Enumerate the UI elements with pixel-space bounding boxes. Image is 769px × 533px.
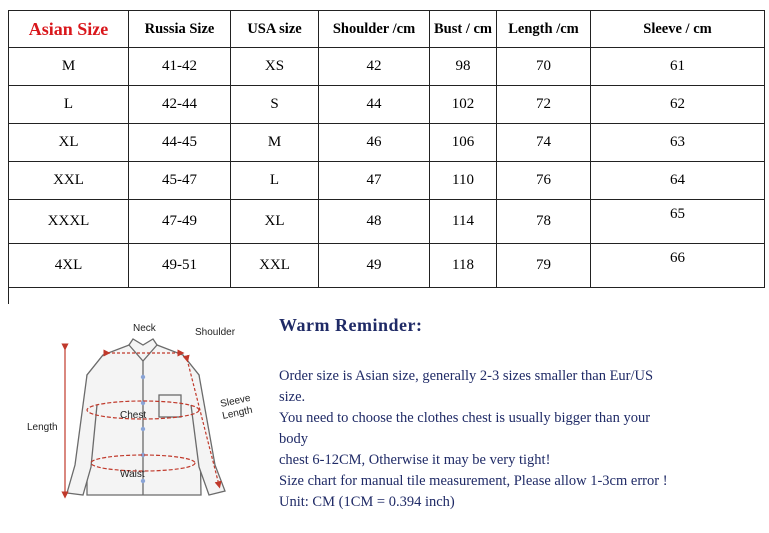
cell-asian-size: 4XL (9, 244, 129, 288)
reminder-line: You need to choose the clothes chest is usually bigger than your (279, 410, 651, 426)
shirt-icon (25, 315, 265, 520)
table-row (9, 124, 765, 162)
cell-russia-size: 45-47 (129, 162, 231, 200)
cell-bust: 118 (430, 244, 497, 288)
cell-length: 70 (497, 48, 591, 86)
cell-asian-size: XL (9, 124, 129, 162)
cell-shoulder: 48 (319, 200, 430, 244)
cell-sleeve: 64 (591, 162, 765, 200)
table-row (9, 200, 765, 244)
cell-sleeve: 66 (591, 244, 765, 288)
cell-length: 72 (497, 86, 591, 124)
cell-length: 76 (497, 162, 591, 200)
cell-usa-size: M (231, 124, 319, 162)
reminder-line: body (279, 431, 308, 447)
cell-shoulder: 44 (319, 86, 430, 124)
header-shoulder: Shoulder /cm (319, 11, 430, 48)
chest-label: Chest (120, 410, 147, 421)
table-row (9, 162, 765, 200)
reminder-line: chest 6-12CM, Otherwise it may be very tight! (279, 452, 551, 468)
reminder-title: Warm Reminder: (279, 315, 423, 335)
cell-sleeve: 62 (591, 86, 765, 124)
header-usa-size: USA size (231, 11, 319, 48)
cell-usa-size: XL (231, 200, 319, 244)
shoulder-label: Shoulder (195, 327, 236, 338)
table-row (9, 86, 765, 124)
cell-sleeve: 63 (591, 124, 765, 162)
cell-shoulder: 46 (319, 124, 430, 162)
cell-asian-size: XXL (9, 162, 129, 200)
waist-label: Waist (120, 469, 145, 480)
header-bust: Bust / cm (430, 11, 497, 48)
cell-length: 79 (497, 244, 591, 288)
cell-asian-size: XXXL (9, 200, 129, 244)
table-header-row (9, 11, 765, 48)
cell-russia-size: 49-51 (129, 244, 231, 288)
cell-russia-size: 47-49 (129, 200, 231, 244)
cell-sleeve: 61 (591, 48, 765, 86)
cell-russia-size: 41-42 (129, 48, 231, 86)
table-row (9, 48, 765, 86)
sleeve-label-line2: Length (221, 404, 254, 422)
cell-length: 74 (497, 124, 591, 162)
table-border-tail (8, 284, 9, 304)
cell-shoulder: 47 (319, 162, 430, 200)
header-russia-size: Russia Size (129, 11, 231, 48)
size-chart-table (8, 10, 765, 288)
header-asian-size: Asian Size (9, 11, 129, 48)
cell-russia-size: 42-44 (129, 86, 231, 124)
cell-usa-size: XXL (231, 244, 319, 288)
neck-label: Neck (133, 323, 156, 334)
table-row (9, 244, 765, 288)
shirt-measurement-diagram (25, 315, 265, 520)
cell-length: 78 (497, 200, 591, 244)
header-sleeve: Sleeve / cm (591, 11, 765, 48)
cell-usa-size: S (231, 86, 319, 124)
cell-bust: 110 (430, 162, 497, 200)
warm-reminder (279, 315, 729, 513)
reminder-line: Order size is Asian size, generally 2-3 sizes smaller than Eur/US (279, 368, 654, 384)
cell-shoulder: 49 (319, 244, 430, 288)
header-length: Length /cm (497, 11, 591, 48)
cell-asian-size: L (9, 86, 129, 124)
cell-usa-size: XS (231, 48, 319, 86)
cell-asian-size: M (9, 48, 129, 86)
reminder-line: size. (279, 389, 306, 405)
cell-russia-size: 44-45 (129, 124, 231, 162)
cell-usa-size: L (231, 162, 319, 200)
cell-shoulder: 42 (319, 48, 430, 86)
reminder-line: Size chart for manual tile measurement, Please allow 1-3cm error ! (279, 473, 668, 489)
reminder-line: Unit: CM (1CM = 0.394 inch) (279, 494, 455, 510)
cell-bust: 114 (430, 200, 497, 244)
length-label: Length (27, 422, 58, 433)
cell-bust: 98 (430, 48, 497, 86)
cell-bust: 106 (430, 124, 497, 162)
sleeve-label-line1: Sleeve (219, 392, 252, 410)
cell-sleeve: 65 (591, 200, 765, 244)
cell-bust: 102 (430, 86, 497, 124)
